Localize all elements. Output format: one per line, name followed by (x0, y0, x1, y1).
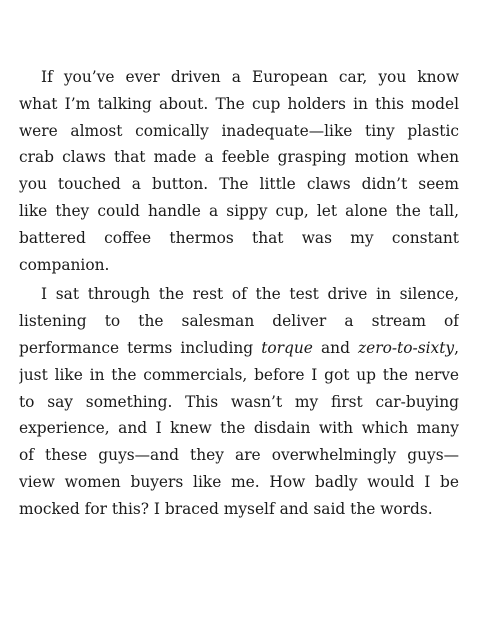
text-line: were almost comically inadequate—like tiny plastic (19, 121, 459, 140)
text-line: If you’ve ever driven a European car, you know (41, 68, 459, 86)
italic-term-torque: torque (261, 338, 313, 357)
text-line: view women buyers like me. How badly would I be (19, 472, 459, 491)
text-line: I sat through the rest of the test drive in silence, (41, 285, 459, 304)
text-line: what I’m talking about. The cup holders in this model (19, 94, 459, 113)
text-line: to say something. This wasn’t my first car-buying (19, 392, 459, 411)
paragraph-2 (19, 281, 459, 522)
text-line: listening to the salesman deliver a stream of (19, 312, 459, 331)
text-line: experience, and I knew the disdain with which many (19, 419, 459, 438)
text-run: , (454, 338, 459, 357)
text-line: like they could handle a sippy cup, let alone the tall, (19, 201, 459, 220)
text-run: performance terms including (19, 338, 262, 357)
book-page (19, 64, 459, 523)
text-line: you touched a button. The little claws didn’t seem (19, 175, 459, 194)
text-line: crab claws that made a feeble grasping motion when (19, 148, 459, 167)
text-line: battered coffee thermos that was my constant (19, 228, 459, 247)
paragraph-1 (19, 64, 459, 278)
text-run: and (312, 338, 359, 357)
text-line: just like in the commercials, before I got up the nerve (19, 365, 459, 384)
text-line: of these guys—and they are overwhelmingly guys— (19, 446, 459, 465)
text-line-with-italics (19, 335, 459, 362)
text-line: companion. (19, 255, 110, 274)
italic-term-zero-to-sixty: zero-to-sixty (358, 338, 455, 357)
text-line: mocked for this? I braced myself and said the words. (19, 499, 433, 518)
